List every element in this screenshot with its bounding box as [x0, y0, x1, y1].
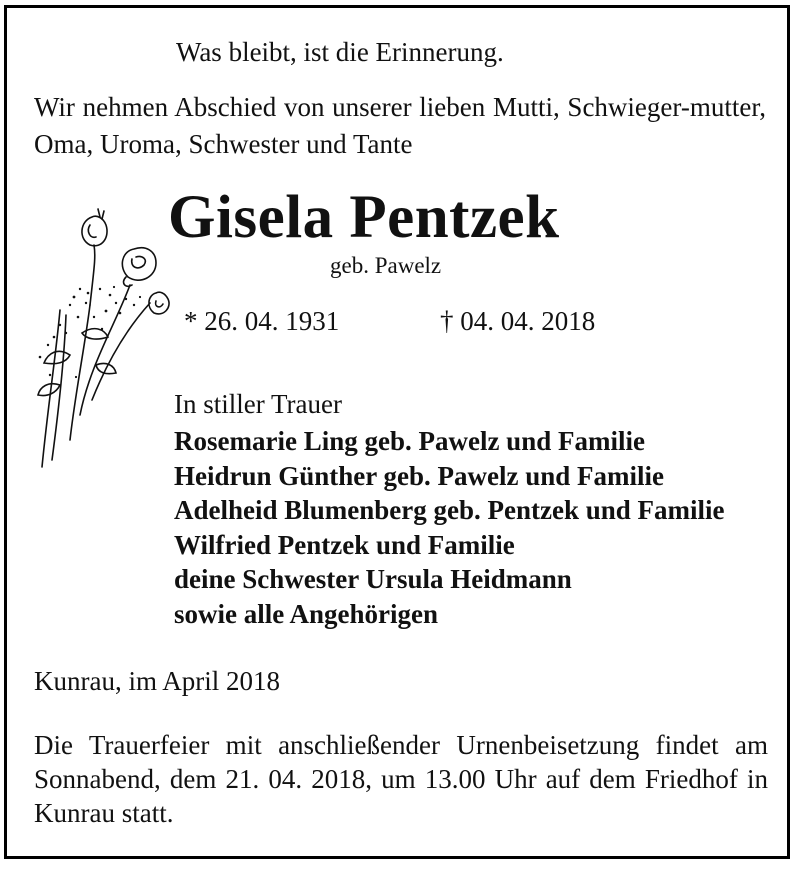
place-and-date: Kunrau, im April 2018 — [34, 666, 280, 696]
mourning-heading: In stiller Trauer — [174, 389, 342, 419]
farewell-intro: Wir nehmen Abschied von unserer lieben Mutti, Schwieger-mutter, Oma, Uroma, Schwester und Tante — [34, 92, 766, 159]
memorial-quote: Was bleibt, ist die Erinnerung. — [176, 37, 504, 67]
mourners-list — [174, 424, 725, 631]
maiden-name: geb. Pawelz — [330, 253, 442, 278]
mourner-line: Rosemarie Ling geb. Pawelz und Familie — [174, 426, 645, 456]
mourner-line: sowie alle Angehörigen — [174, 598, 438, 629]
mourner-line: Wilfried Pentzek und Familie — [174, 529, 515, 560]
mourner-line: deine Schwester Ursula Heidmann — [174, 564, 572, 594]
mourner-line: Adelheid Blumenberg geb. Pentzek und Familie — [174, 495, 725, 525]
death-date: † 04. 04. 2018 — [440, 306, 596, 336]
rose-bouquet-icon — [30, 205, 180, 475]
birth-date: * 26. 04. 1931 — [184, 306, 340, 336]
mourner-line: Heidrun Günther geb. Pawelz und Familie — [174, 460, 665, 491]
ceremony-info: Die Trauerfeier mit anschließender Urnenbeisetzung findet am Sonnabend, dem 21. 04. 2018, um 13.00 Uhr auf dem Friedhof in Kunrau statt. — [34, 730, 768, 828]
deceased-name: Gisela Pentzek — [168, 184, 560, 251]
